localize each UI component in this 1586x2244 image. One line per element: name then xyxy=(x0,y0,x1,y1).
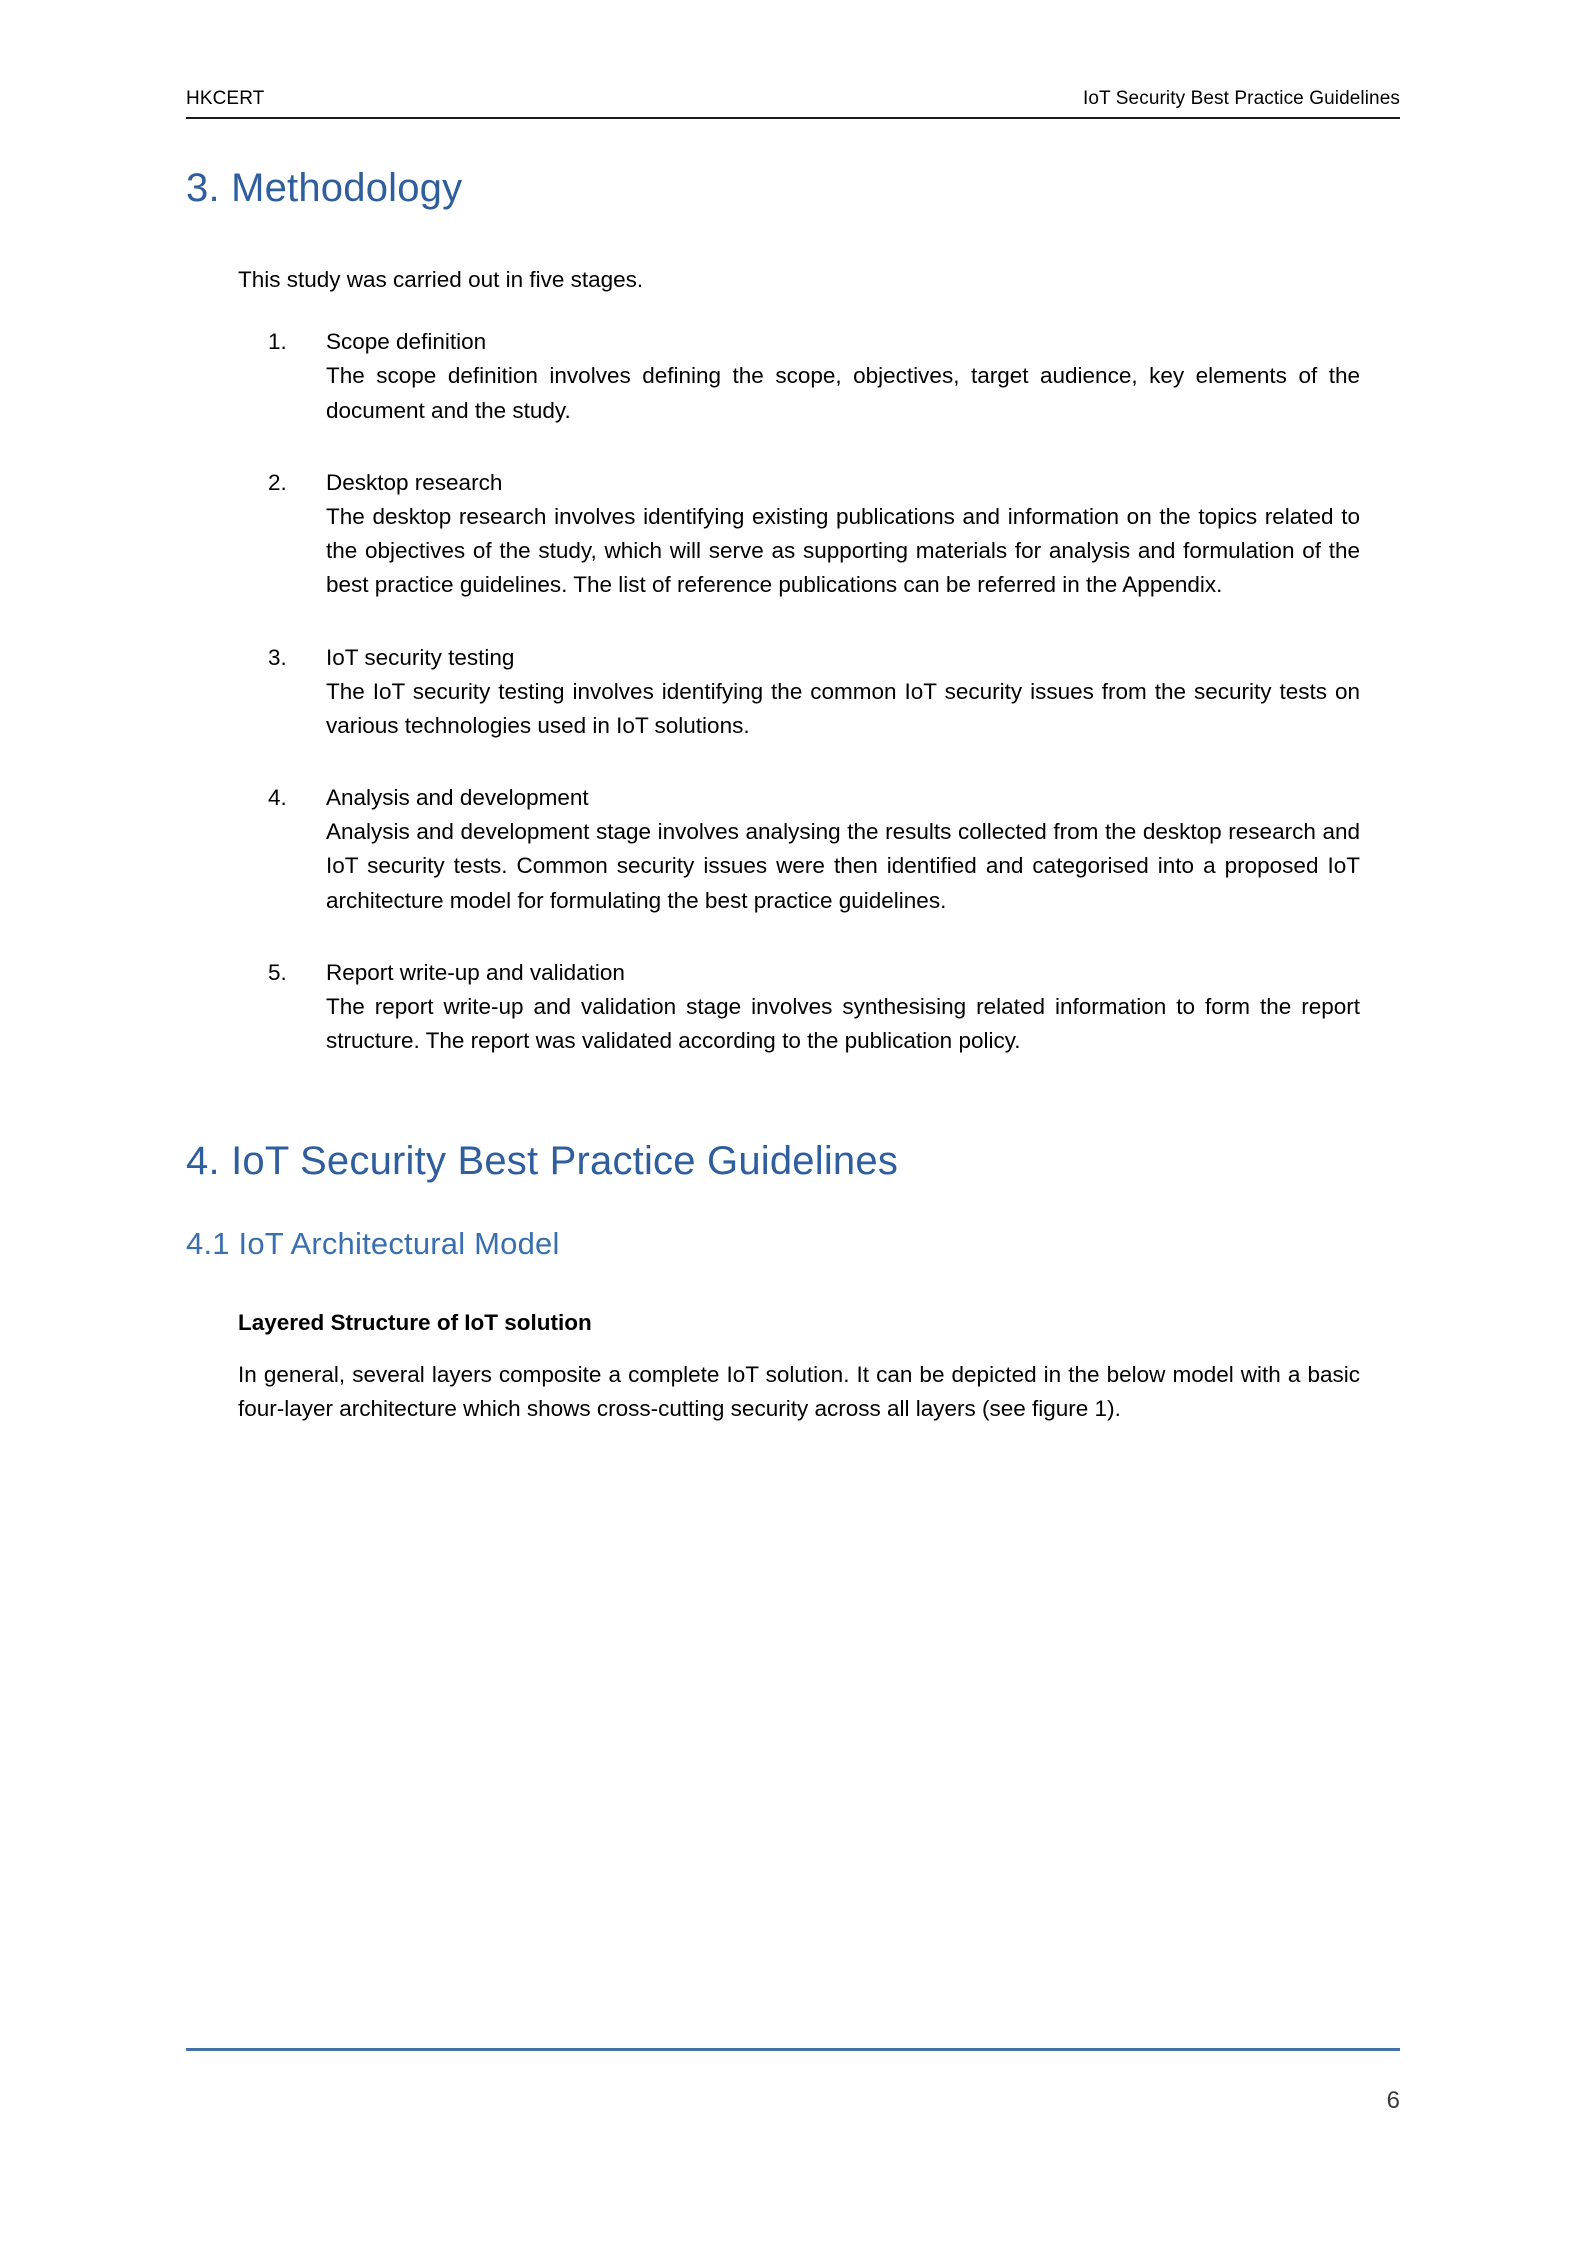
spacer xyxy=(186,297,1400,325)
list-item-body: The desktop research involves identifying existing publications and information on the topics related to the objectives of the study, which will serve as supporting materials for analysis and formulation of the best practice guidelines. The list of reference publications can be referred in the Appendix. xyxy=(326,503,1360,598)
running-header xyxy=(186,88,1400,119)
list-item-number: 3. xyxy=(268,644,287,670)
list-item-number: 2. xyxy=(268,469,287,495)
section-3-intro-block xyxy=(238,263,1360,297)
list-item-title: IoT security testing xyxy=(326,644,515,670)
list-item-body: Analysis and development stage involves analysing the results collected from the desktop research and IoT security tests. Common security issues were then identified and categorised into a proposed IoT architecture model for formulating the best practice guidelines. xyxy=(326,819,1360,913)
list-item xyxy=(268,325,1360,428)
methodology-stage-list xyxy=(268,325,1360,1058)
spacer xyxy=(186,1184,1400,1226)
page-content xyxy=(186,165,1400,1427)
section-4-1-subheading: 4.1 IoT Architectural Model xyxy=(186,1226,560,1262)
list-item-title: Scope definition xyxy=(326,329,487,355)
section-4-heading: 4. IoT Security Best Practice Guidelines xyxy=(186,1139,899,1184)
list-item-body: The IoT security testing involves identifying the common IoT security issues from the security tests on various technologies used in IoT solutions. xyxy=(326,678,1360,738)
spacer xyxy=(186,211,1400,263)
header-left-label: HKCERT xyxy=(186,88,265,109)
list-item-number: 1. xyxy=(268,329,287,355)
section-4-paragraph: In general, several layers composite a complete IoT solution. It can be depicted in the below model with a basic four-layer architecture which shows cross-cutting security across all layers (see figure 1). xyxy=(238,1362,1360,1422)
list-item-title: Desktop research xyxy=(326,469,503,495)
header-right-label: IoT Security Best Practice Guidelines xyxy=(1083,88,1400,109)
list-item-number: 4. xyxy=(268,785,287,811)
spacer xyxy=(238,1340,1360,1358)
section-3-heading: 3. Methodology xyxy=(186,166,463,210)
section-3-intro-text: This study was carried out in five stages. xyxy=(238,267,644,292)
list-item-body: The report write-up and validation stage involves synthesising related information to form the report structure. The report was validated according to the publication policy. xyxy=(326,994,1360,1054)
page-footer xyxy=(186,2048,1400,2115)
list-item-title: Report write-up and validation xyxy=(326,959,625,985)
list-item xyxy=(268,466,1360,603)
list-item-title: Analysis and development xyxy=(326,785,589,811)
spacer xyxy=(186,1262,1400,1306)
list-item xyxy=(268,641,1360,744)
spacer xyxy=(186,1058,1400,1138)
list-item xyxy=(268,781,1360,918)
footer-divider xyxy=(186,2048,1400,2051)
list-item-number: 5. xyxy=(268,959,287,985)
list-item xyxy=(268,956,1360,1059)
layered-structure-lead: Layered Structure of IoT solution xyxy=(238,1310,592,1336)
section-4-body-block xyxy=(238,1306,1360,1427)
list-item-body: The scope definition involves defining the scope, objectives, target audience, key elements of the document and the study. xyxy=(326,363,1360,423)
page-number: 6 xyxy=(1386,2087,1400,2114)
